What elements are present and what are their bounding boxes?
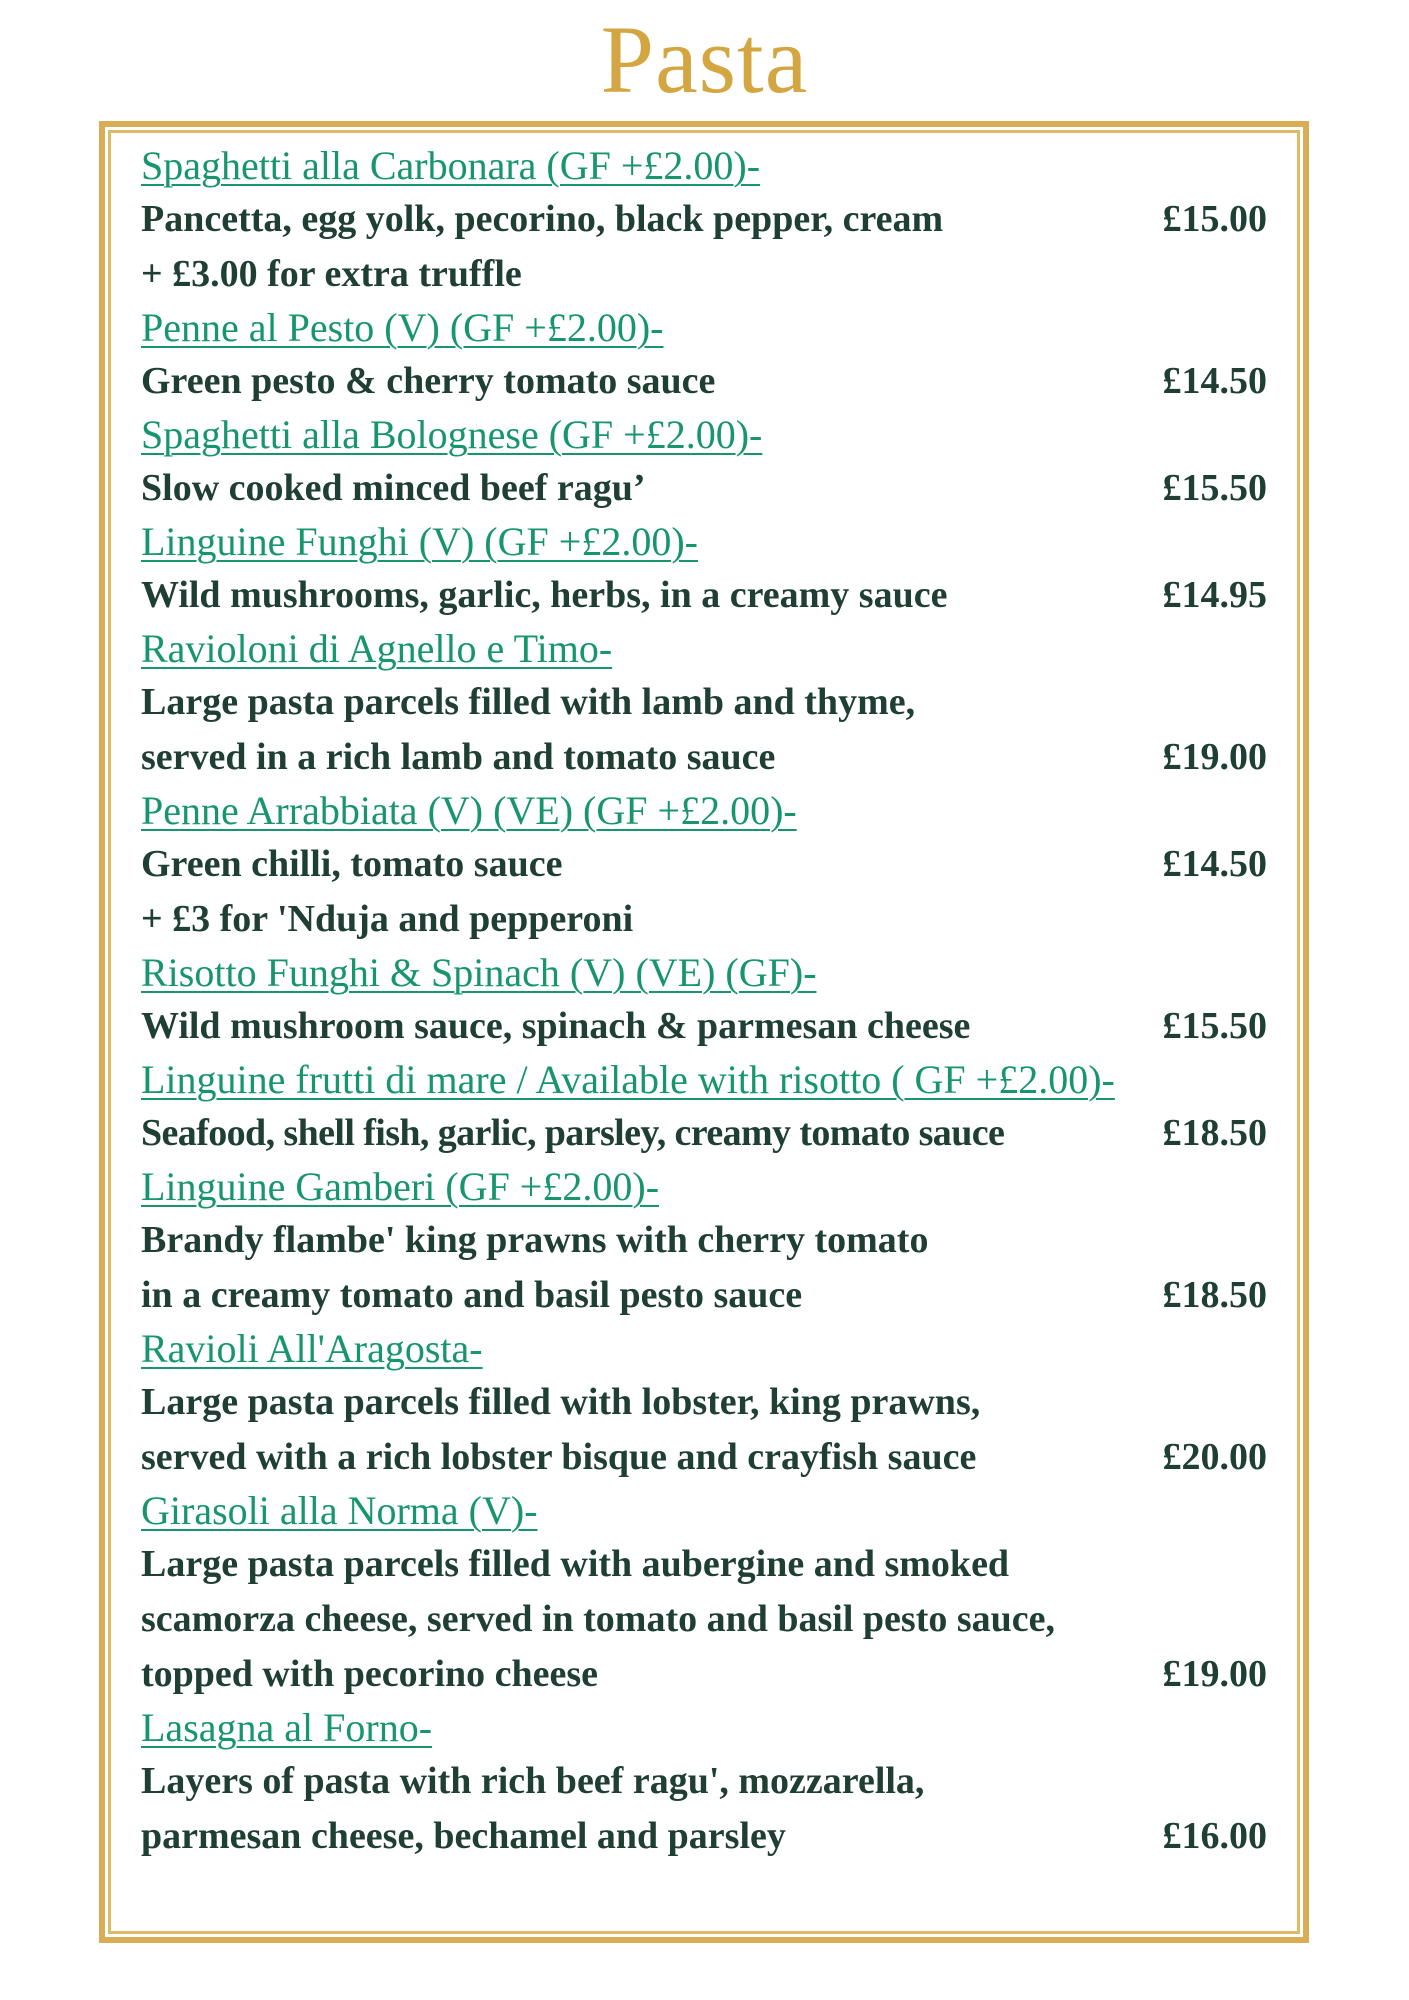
dish-price: £20.00 [1162, 1436, 1267, 1478]
dish-description: Layers of pasta with rich beef ragu', mozzarella, [141, 1760, 925, 1802]
dish-description-line [141, 461, 1271, 516]
dish-description: Large pasta parcels filled with lamb and thyme, [141, 681, 916, 723]
menu-item-linguine-funghi [141, 516, 1271, 623]
dish-name: Penne al Pesto (V) (GF +£2.00)- [141, 305, 664, 350]
menu-item-lasagna-forno [141, 1702, 1271, 1864]
dish-description: scamorza cheese, served in tomato and basil pesto sauce, [141, 1598, 1056, 1640]
page-title: Pasta [600, 6, 809, 113]
dish-description-line [141, 1647, 1271, 1702]
dish-name: Ravioloni di Agnello e Timo- [141, 626, 613, 671]
dish-description: Wild mushrooms, garlic, herbs, in a creamy sauce [141, 574, 948, 616]
dish-description-line [141, 1213, 1271, 1268]
dish-description-line [141, 1537, 1271, 1592]
dish-description-line [141, 1592, 1271, 1647]
dish-description-line [141, 354, 1271, 409]
menu-item-penne-arrabbiata [141, 785, 1271, 947]
dish-name: Girasoli alla Norma (V)- [141, 1488, 538, 1533]
dish-description: parmesan cheese, bechamel and parsley [141, 1815, 786, 1857]
dish-description: Green chilli, tomato sauce [141, 843, 563, 885]
dish-description: Brandy flambe' king prawns with cherry tomato [141, 1219, 929, 1261]
dish-extra-option: + £3 for 'Nduja and pepperoni [141, 898, 634, 940]
dish-name: Penne Arrabbiata (V) (VE) (GF +£2.00)- [141, 788, 797, 833]
dish-name: Lasagna al Forno- [141, 1705, 433, 1750]
dish-description: Green pesto & cherry tomato sauce [141, 360, 716, 402]
dish-description: topped with pecorino cheese [141, 1653, 599, 1695]
menu-item-carbonara [141, 140, 1271, 302]
dish-price: £19.00 [1162, 736, 1267, 778]
dish-price: £15.50 [1162, 467, 1267, 509]
dish-description-line [141, 837, 1271, 892]
dish-description-line [141, 999, 1271, 1054]
menu-item-penne-pesto [141, 302, 1271, 409]
dish-price: £18.50 [1162, 1274, 1267, 1316]
dish-description: Wild mushroom sauce, spinach & parmesan cheese [141, 1005, 971, 1047]
dish-description: served in a rich lamb and tomato sauce [141, 736, 776, 778]
dish-price: £18.50 [1162, 1112, 1267, 1154]
dish-name: Spaghetti alla Carbonara (GF +£2.00)- [141, 143, 761, 188]
menu-item-ravioli-aragosta [141, 1323, 1271, 1485]
dish-extra-option: + £3.00 for extra truffle [141, 253, 522, 295]
dish-description-line [141, 892, 1271, 947]
dish-description-line [141, 1754, 1271, 1809]
dish-description-line [141, 1430, 1271, 1485]
dish-price: £19.00 [1162, 1653, 1267, 1695]
dish-price: £14.95 [1162, 574, 1267, 616]
menu-item-frutti-di-mare [141, 1054, 1271, 1161]
dish-description: Large pasta parcels filled with lobster, king prawns, [141, 1381, 981, 1423]
dish-description: Slow cooked minced beef ragu’ [141, 467, 646, 509]
dish-description-line [141, 1375, 1271, 1430]
dish-price: £15.00 [1162, 198, 1267, 240]
menu-item-linguine-gamberi [141, 1161, 1271, 1323]
dish-name: Linguine Gamberi (GF +£2.00)- [141, 1164, 660, 1209]
menu-item-bolognese [141, 409, 1271, 516]
pasta-menu-list [141, 140, 1271, 1920]
dish-price: £14.50 [1162, 360, 1267, 402]
dish-description: Large pasta parcels filled with aubergine and smoked [141, 1543, 1010, 1585]
dish-description-line [141, 1809, 1271, 1864]
dish-description-line [141, 247, 1271, 302]
dish-price: £14.50 [1162, 843, 1267, 885]
dish-name: Risotto Funghi & Spinach (V) (VE) (GF)- [141, 950, 817, 995]
dish-name: Linguine Funghi (V) (GF +£2.00)- [141, 519, 698, 564]
dish-name: Ravioli All'Aragosta- [141, 1326, 483, 1371]
menu-item-girasoli-norma [141, 1485, 1271, 1702]
menu-item-ravioloni-agnello [141, 623, 1271, 785]
dish-description: in a creamy tomato and basil pesto sauce [141, 1274, 803, 1316]
dish-description-line [141, 1106, 1271, 1161]
dish-description: Pancetta, egg yolk, pecorino, black pepper, cream [141, 198, 944, 240]
dish-price: £15.50 [1162, 1005, 1267, 1047]
dish-name: Spaghetti alla Bolognese (GF +£2.00)- [141, 412, 763, 457]
dish-description-line [141, 730, 1271, 785]
dish-description-line [141, 1268, 1271, 1323]
dish-description: Seafood, shell fish, garlic, parsley, creamy tomato sauce [141, 1112, 1005, 1154]
dish-description-line [141, 192, 1271, 247]
dish-description-line [141, 675, 1271, 730]
dish-description-line [141, 568, 1271, 623]
dish-price: £16.00 [1162, 1815, 1267, 1857]
dish-description: served with a rich lobster bisque and crayfish sauce [141, 1436, 977, 1478]
menu-item-risotto-funghi [141, 947, 1271, 1054]
dish-name: Linguine frutti di mare / Available with risotto ( GF +£2.00)- [141, 1057, 1115, 1102]
